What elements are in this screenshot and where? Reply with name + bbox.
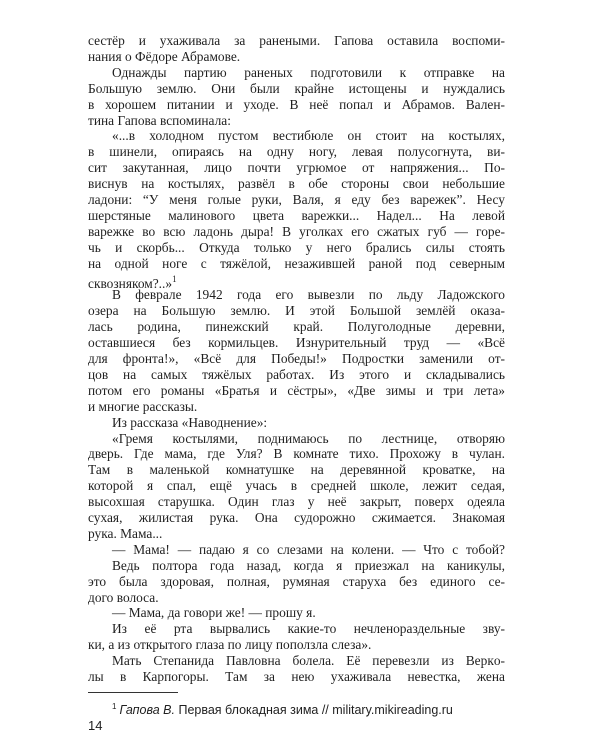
- footnote-text: Первая блокадная зима // military.mikireading.ru: [178, 703, 453, 717]
- text-line: Из рассказа «Наводнение»:: [112, 414, 268, 430]
- text-line: ки, а из открытого глаза по лицу поползла слеза».: [88, 637, 372, 653]
- footnote-number: 1: [112, 702, 117, 711]
- text-line: на одной ноге с тяжёлой, незажившей раной под северным: [88, 255, 505, 271]
- text-line: сестёр и ухаживала за ранеными. Гапова оставила воспоми-: [88, 33, 505, 48]
- text-line: в хорошем питании и уходе. В неё попал и Абрамов. Вален-: [88, 96, 505, 112]
- text-line: дого волоса.: [88, 589, 159, 605]
- text-line: виснув на костылях, развёл в обе стороны свои небольшие: [88, 176, 505, 192]
- text-line-content: сквозняком?..»: [88, 275, 173, 291]
- text-line: для фронта!», «Всё для Победы!» Подростки заменили от-: [88, 351, 505, 366]
- footnote-divider: [88, 692, 178, 693]
- text-line: Однажды партию раненых подготовили к отправке на: [112, 64, 505, 80]
- text-line: высохшая старушка. Один глаз у неё закрыт, поверх одеяла: [88, 494, 505, 510]
- text-line: тина Гапова вспоминала:: [88, 112, 231, 128]
- text-line: Из её рта вырвались какие-то нечленораздельные зву-: [112, 621, 505, 637]
- text-line: и многие рассказы.: [88, 398, 198, 414]
- text-line: — Мама, да говори же! — прошу я.: [112, 605, 316, 621]
- text-line: дверь. Где мама, где Уля? В комнате тихо. Прохожу в чулан.: [88, 446, 505, 462]
- text-line: Мать Степанида Павловна болела. Её перевезли из Веркo-: [112, 653, 505, 669]
- text-line: лась родина, пинежский край. Полуголодные деревни,: [88, 319, 505, 335]
- text-line: рука. Мама...: [88, 525, 163, 541]
- text-line: оставшиеся без кормильцев. Изнурительный труд — «Всё: [88, 335, 505, 351]
- page-number: 14: [88, 718, 103, 733]
- text-line: «Гремя костылями, поднимаюсь по лестнице, отворяю: [112, 430, 505, 446]
- text-line: — Мама! — падаю я со слезами на колени. — Что с тобой?: [112, 541, 505, 557]
- text-line: озера на Большую землю. И этой Большой землёй оказа-: [88, 303, 505, 319]
- text-line: сит закутанная, лицо почти угрюмое от напряжения... По-: [88, 160, 505, 176]
- text-line: лы в Карпогоры. Там за нею ухаживала невестка, жена: [88, 669, 505, 684]
- text-line: в шинели, опираясь на одну ногу, левая полусогнута, ви-: [88, 144, 505, 160]
- text-line: ладони: “У меня голые руки, Валя, я еду без варежек”. Несу: [88, 192, 505, 207]
- text-line: «...в холодном пустом вестибюле он стоит на костылях,: [112, 128, 505, 144]
- text-line: Там в маленькой комнатушке на деревянной кроватке, на: [88, 462, 505, 478]
- text-line: которой я спал, ещё учась в средней школе, лежит седая,: [88, 478, 505, 494]
- text-line: варежке во всю ладонь дыра! В уголках его сжатых губ — горе-: [88, 223, 505, 239]
- text-line: Ведь полтора года назад, когда я приезжал на каникулы,: [112, 557, 505, 573]
- text-line: В феврале 1942 года его вывезли по льду Ладожского: [112, 287, 505, 303]
- text-line: потом его романы «Братья и сёстры», «Две зимы и три лета»: [88, 382, 505, 398]
- text-line: это была здоровая, полная, румяная старуха без единого се-: [88, 573, 505, 589]
- footnote: [112, 699, 453, 718]
- text-line: Большую землю. Они были крайне истощены и нуждались: [88, 80, 505, 96]
- footnote-author: Гапова В.: [119, 703, 175, 717]
- text-line: шерстяные малинового цвета варежки... Надел... На левой: [88, 207, 505, 223]
- text-line: чь и скорбь... Откуда только у него брались силы стоять: [88, 239, 505, 255]
- text-line: сухая, жилистая рука. Она судорожно сжимается. Знакомая: [88, 510, 505, 525]
- text-line: цов на самых тяжёлых работах. Из этого и складывались: [88, 366, 505, 382]
- footnote-ref: 1: [172, 273, 177, 284]
- text-line: нания о Фёдоре Абрамове.: [88, 48, 241, 64]
